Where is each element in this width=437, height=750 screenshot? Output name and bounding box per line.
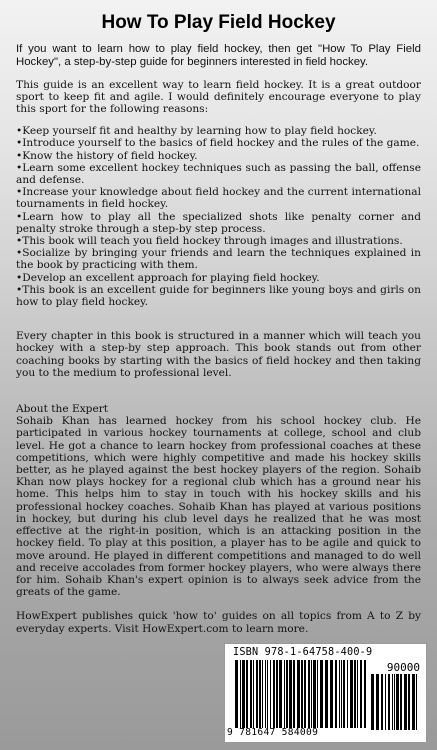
barcode-bar (293, 660, 295, 728)
barcode-bar (311, 660, 312, 728)
barcode-bar (284, 660, 285, 728)
barcode-bar (256, 660, 258, 728)
barcode-bar (286, 660, 288, 728)
barcode-bar (265, 660, 266, 728)
barcode-bar (289, 660, 292, 728)
barcode-bar (388, 674, 390, 730)
barcode-bar (335, 660, 337, 728)
barcode-bar (267, 660, 268, 728)
barcode-bar (246, 660, 248, 728)
barcode-bar (330, 660, 333, 728)
list-item: • Learn how to play all the specialized shots like penalty corner and penalty stroke through a step-by step process. (16, 211, 421, 235)
list-item: • Introduce yourself to the basics of field hockey and the rules of the game. (16, 137, 421, 149)
expert-bio: Sohaib Khan has learned hockey from his school hockey club. He participated in various hockey tournaments at college, school and club level. He got a chance to learn hockey from professional coaches at these competitions, which were highly competitive and made his hockey skills better, as he played against the best hockey players of the region. Sohaib Khan now plays hockey for a regional club which has a ground near his home. This helps him to stay in touch with his hockey skills and his professional hockey coaches. Sohaib Khan has played at various positions in hockey, but during his club level days he realized that he was most effective at the right-in position, which is an attacking position in the hockey field. To play at this position, a player has to be agile and quick to move around. He played in different competitions and managed to do well and receive accolades from former hockey players, who were always there for him. Sohaib Khan's expert opinion is to always seek advice from the greats of the game. (16, 415, 421, 599)
barcode-bar (404, 674, 407, 730)
price-code: 90000 (386, 661, 420, 674)
list-item: • This book is an excellent guide for beginners like young boys and girls on how to play field hockey. (16, 284, 421, 308)
barcode-bar (408, 674, 410, 730)
barcode-bar (354, 660, 356, 728)
barcode-bar (279, 660, 282, 728)
barcode-bar (320, 660, 323, 728)
barcode-bar (235, 660, 238, 728)
barcode-bar (242, 660, 245, 728)
barcode-bar (381, 674, 383, 730)
barcode-bar (347, 660, 348, 728)
barcode-bar (308, 660, 310, 728)
barcode-bars (235, 660, 367, 728)
barcode-bar (317, 660, 318, 728)
barcode-bar (400, 674, 402, 730)
isbn-number: ISBN 978-1-64758-400-9 (233, 647, 373, 658)
list-item: • Socialize by bringing your friends and learn the techniques explained in the book by practicing with them. (16, 247, 421, 271)
barcode-bar (262, 660, 263, 728)
barcode-bar (350, 660, 353, 728)
guide-paragraph: This guide is an excellent way to learn field hockey. It is a great outdoor sport to keep fit and agile. I would definitely encourage everyone to play this sport for the following reasons: (16, 78, 421, 115)
barcode-bar (343, 660, 345, 728)
barcode-bar (339, 660, 340, 728)
barcode-bar (253, 660, 254, 728)
barcode-bar (412, 674, 415, 730)
book-title: How To Play Field Hockey (101, 12, 336, 33)
barcode-bar (364, 660, 366, 728)
barcode-bar (297, 660, 300, 728)
barcode-bar (376, 674, 379, 730)
barcode-bar (325, 660, 328, 728)
list-item: • Know the history of field hockey. (16, 150, 421, 162)
barcode-bar (273, 660, 275, 728)
barcode-bar (394, 674, 395, 730)
barcode-bar (371, 674, 374, 730)
barcode-bar (259, 660, 261, 728)
list-item: • This book will teach you field hockey through images and illustrations. (16, 235, 421, 247)
barcode-bar (240, 660, 241, 728)
barcode-bar (313, 660, 316, 728)
barcode-digits: 9 781647 584009 (227, 727, 319, 738)
barcode-bar (385, 674, 386, 730)
publisher-note: HowExpert publishes quick 'how to' guides on all topics from A to Z by everyday experts. Visit HowExpert.com to learn more. (16, 610, 421, 635)
list-item: • Learn some excellent hockey techniques such as passing the ball, offense and defense. (16, 162, 421, 186)
expert-heading: About the Expert (16, 403, 109, 416)
intro-paragraph: If you want to learn how to play field hockey, then get "How To Play Field Hockey", a step-by-step guide for beginners interested in field hockey. (16, 43, 421, 68)
isbn-barcode (224, 643, 427, 743)
barcode-bar (341, 660, 342, 728)
reasons-list (16, 125, 421, 308)
price-barcode-bars (371, 674, 419, 730)
barcode-bar (301, 660, 303, 728)
barcode-bar (276, 660, 278, 728)
barcode-bar (304, 660, 306, 728)
barcode-bar (360, 660, 362, 728)
back-cover-text (16, 43, 421, 645)
list-item: • Keep yourself fit and healthy by learning how to play field hockey. (16, 125, 421, 137)
barcode-bar (416, 674, 417, 730)
barcode-bar (392, 674, 393, 730)
list-item: • Increase your knowledge about field hockey and the current international tournaments in field hockey. (16, 186, 421, 210)
list-item: • Develop an excellent approach for playing field hockey. (16, 272, 421, 284)
barcode-bar (270, 660, 271, 728)
barcode-bar (396, 674, 399, 730)
barcode-bar (250, 660, 252, 728)
barcode-bar (357, 660, 358, 728)
chapter-paragraph: Every chapter in this book is structured in a manner which will teach you hockey with a step-by step approach. This book stands out from other coaching books by starting with the basics of field hockey and then taking you to the medium to professional level. (16, 330, 421, 379)
